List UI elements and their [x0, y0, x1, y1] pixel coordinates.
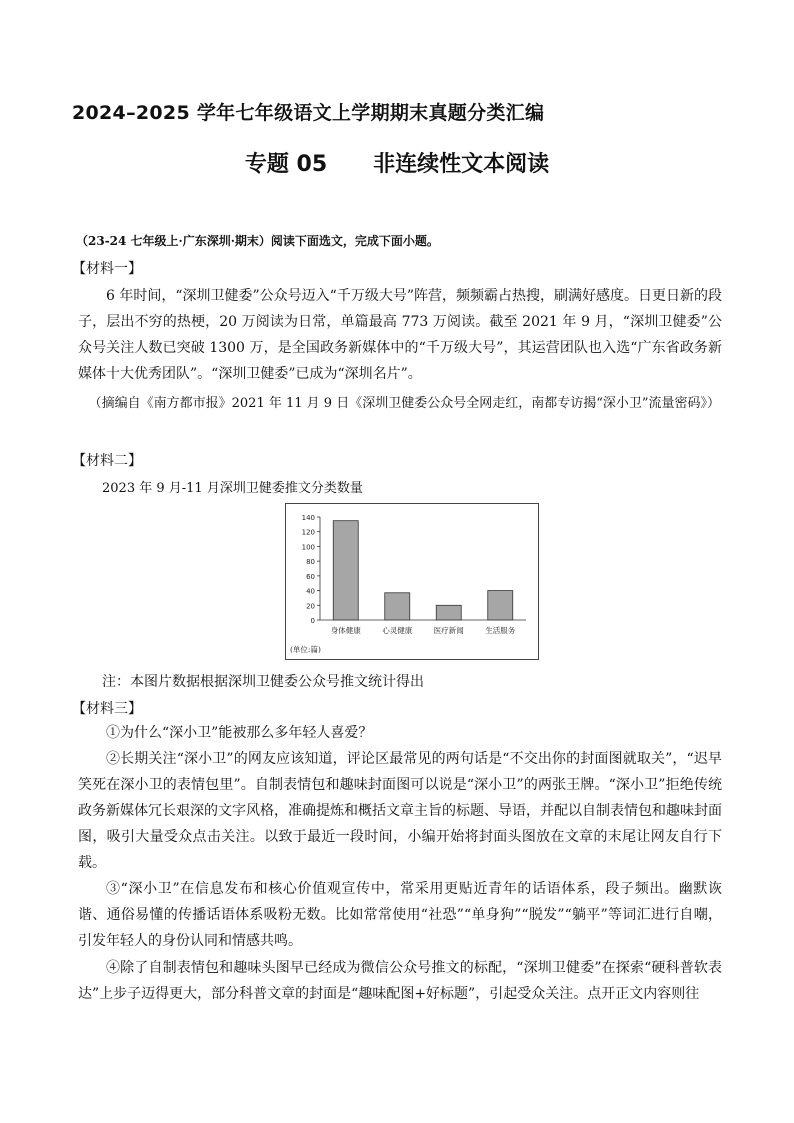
y-tick-label: 80	[306, 558, 315, 567]
material-one-citation: （摘编自《南方都市报》2021 年 11 月 9 日《深圳卫健委公众号全网走红，南都专访揭“深小卫”流量密码》）	[88, 396, 720, 411]
material-one-label: 【材料一】	[72, 261, 142, 277]
material-two-label: 【材料二】	[72, 453, 142, 469]
material-three-paragraph-3: ③“深小卫”在信息发布和核心价值观宣传中，常采用更贴近青年的话语体系，段子频出。幽默诙谐、通俗易懂的传播话语体系吸粉无数。比如常常使用“社恐”“单身狗”“脱发”“躺平”等词汇进行自嘲，引发年轻人的身份认同和情感共鸣。	[78, 881, 722, 949]
y-tick-label: 100	[301, 543, 315, 552]
topic-title: 专题 05 非连续性文本阅读	[244, 152, 550, 177]
y-tick-label: 120	[301, 528, 315, 537]
bar-3	[436, 605, 461, 620]
bar-1	[333, 521, 358, 620]
y-tick-label: 60	[306, 572, 315, 581]
y-tick-label: 20	[306, 602, 315, 611]
category-label: 心灵健康	[382, 626, 413, 635]
y-tick-label: 40	[306, 587, 315, 596]
question-source: （23-24 七年级上·广东深圳·期末）阅读下面选文，完成下面小题。	[76, 234, 439, 248]
chart-caption: 2023 年 9 月-11 月深圳卫健委推文分类数量	[102, 481, 363, 496]
category-label: 医疗新闻	[433, 626, 464, 635]
material-three-label: 【材料三】	[72, 701, 142, 717]
bar-chart-svg	[286, 504, 538, 659]
material-three-paragraph-1: ①为什么“深小卫”能被那么多年轻人喜爱？	[106, 725, 373, 741]
bar-chart	[285, 503, 539, 660]
chart-note: 注：本图片数据根据深圳卫健委公众号推文统计得出	[102, 674, 424, 690]
material-one-paragraph: 6 年时间，“深圳卫健委”公众号迈入“千万级大号”阵营，频频霸占热搜，刷满好感度。日更日新的段子，层出不穷的热梗，20 万阅读为日常，单篇最高 773 万阅读。截至 2021 年 9 月，“深圳卫健委”公众号关注人数已突破 1300 万，是全国政务新媒体中的“千万级大号”，其运营团队也入选“广东省政务新媒体十大优秀团队”。“深圳卫健委”已成为“深圳名片”。	[78, 288, 722, 382]
material-three-paragraph-2: ②长期关注“深小卫”的网友应该知道，评论区最常见的两句话是“不交出你的封面图就取关”，“迟早笑死在深小卫的表情包里”。自制表情包和趣味封面图可以说是“深小卫”的两张王牌。“深小卫”拒绝传统政务新媒体冗长艰深的文字风格，准确提炼和概括文章主旨的标题、导语，并配以自制表情包和趣味封面图，吸引大量受众点击关注。以致于最近一段时间，小编开始将封面头图放在文章的末尾让网友自行下载。	[78, 751, 722, 871]
y-tick-label: 0	[310, 617, 315, 625]
bar-4	[488, 591, 513, 620]
material-three-paragraph-4: ④除了自制表情包和趣味头图早已经成为微信公众号推文的标配，“深圳卫健委”在探索“硬科普软表达”上步子迈得更大，部分科普文章的封面是“趣味配图+好标题”，引起受众关注。点开正文内容则往	[78, 960, 722, 1002]
document-title: 2024–2025 学年七年级语文上学期期末真题分类汇编	[72, 102, 545, 124]
y-tick-label: 140	[301, 514, 315, 522]
bar-2	[385, 593, 410, 620]
unit-label: (单位:篇)	[290, 645, 321, 654]
category-label: 生活服务	[485, 626, 516, 635]
category-label: 身体健康	[330, 626, 361, 635]
